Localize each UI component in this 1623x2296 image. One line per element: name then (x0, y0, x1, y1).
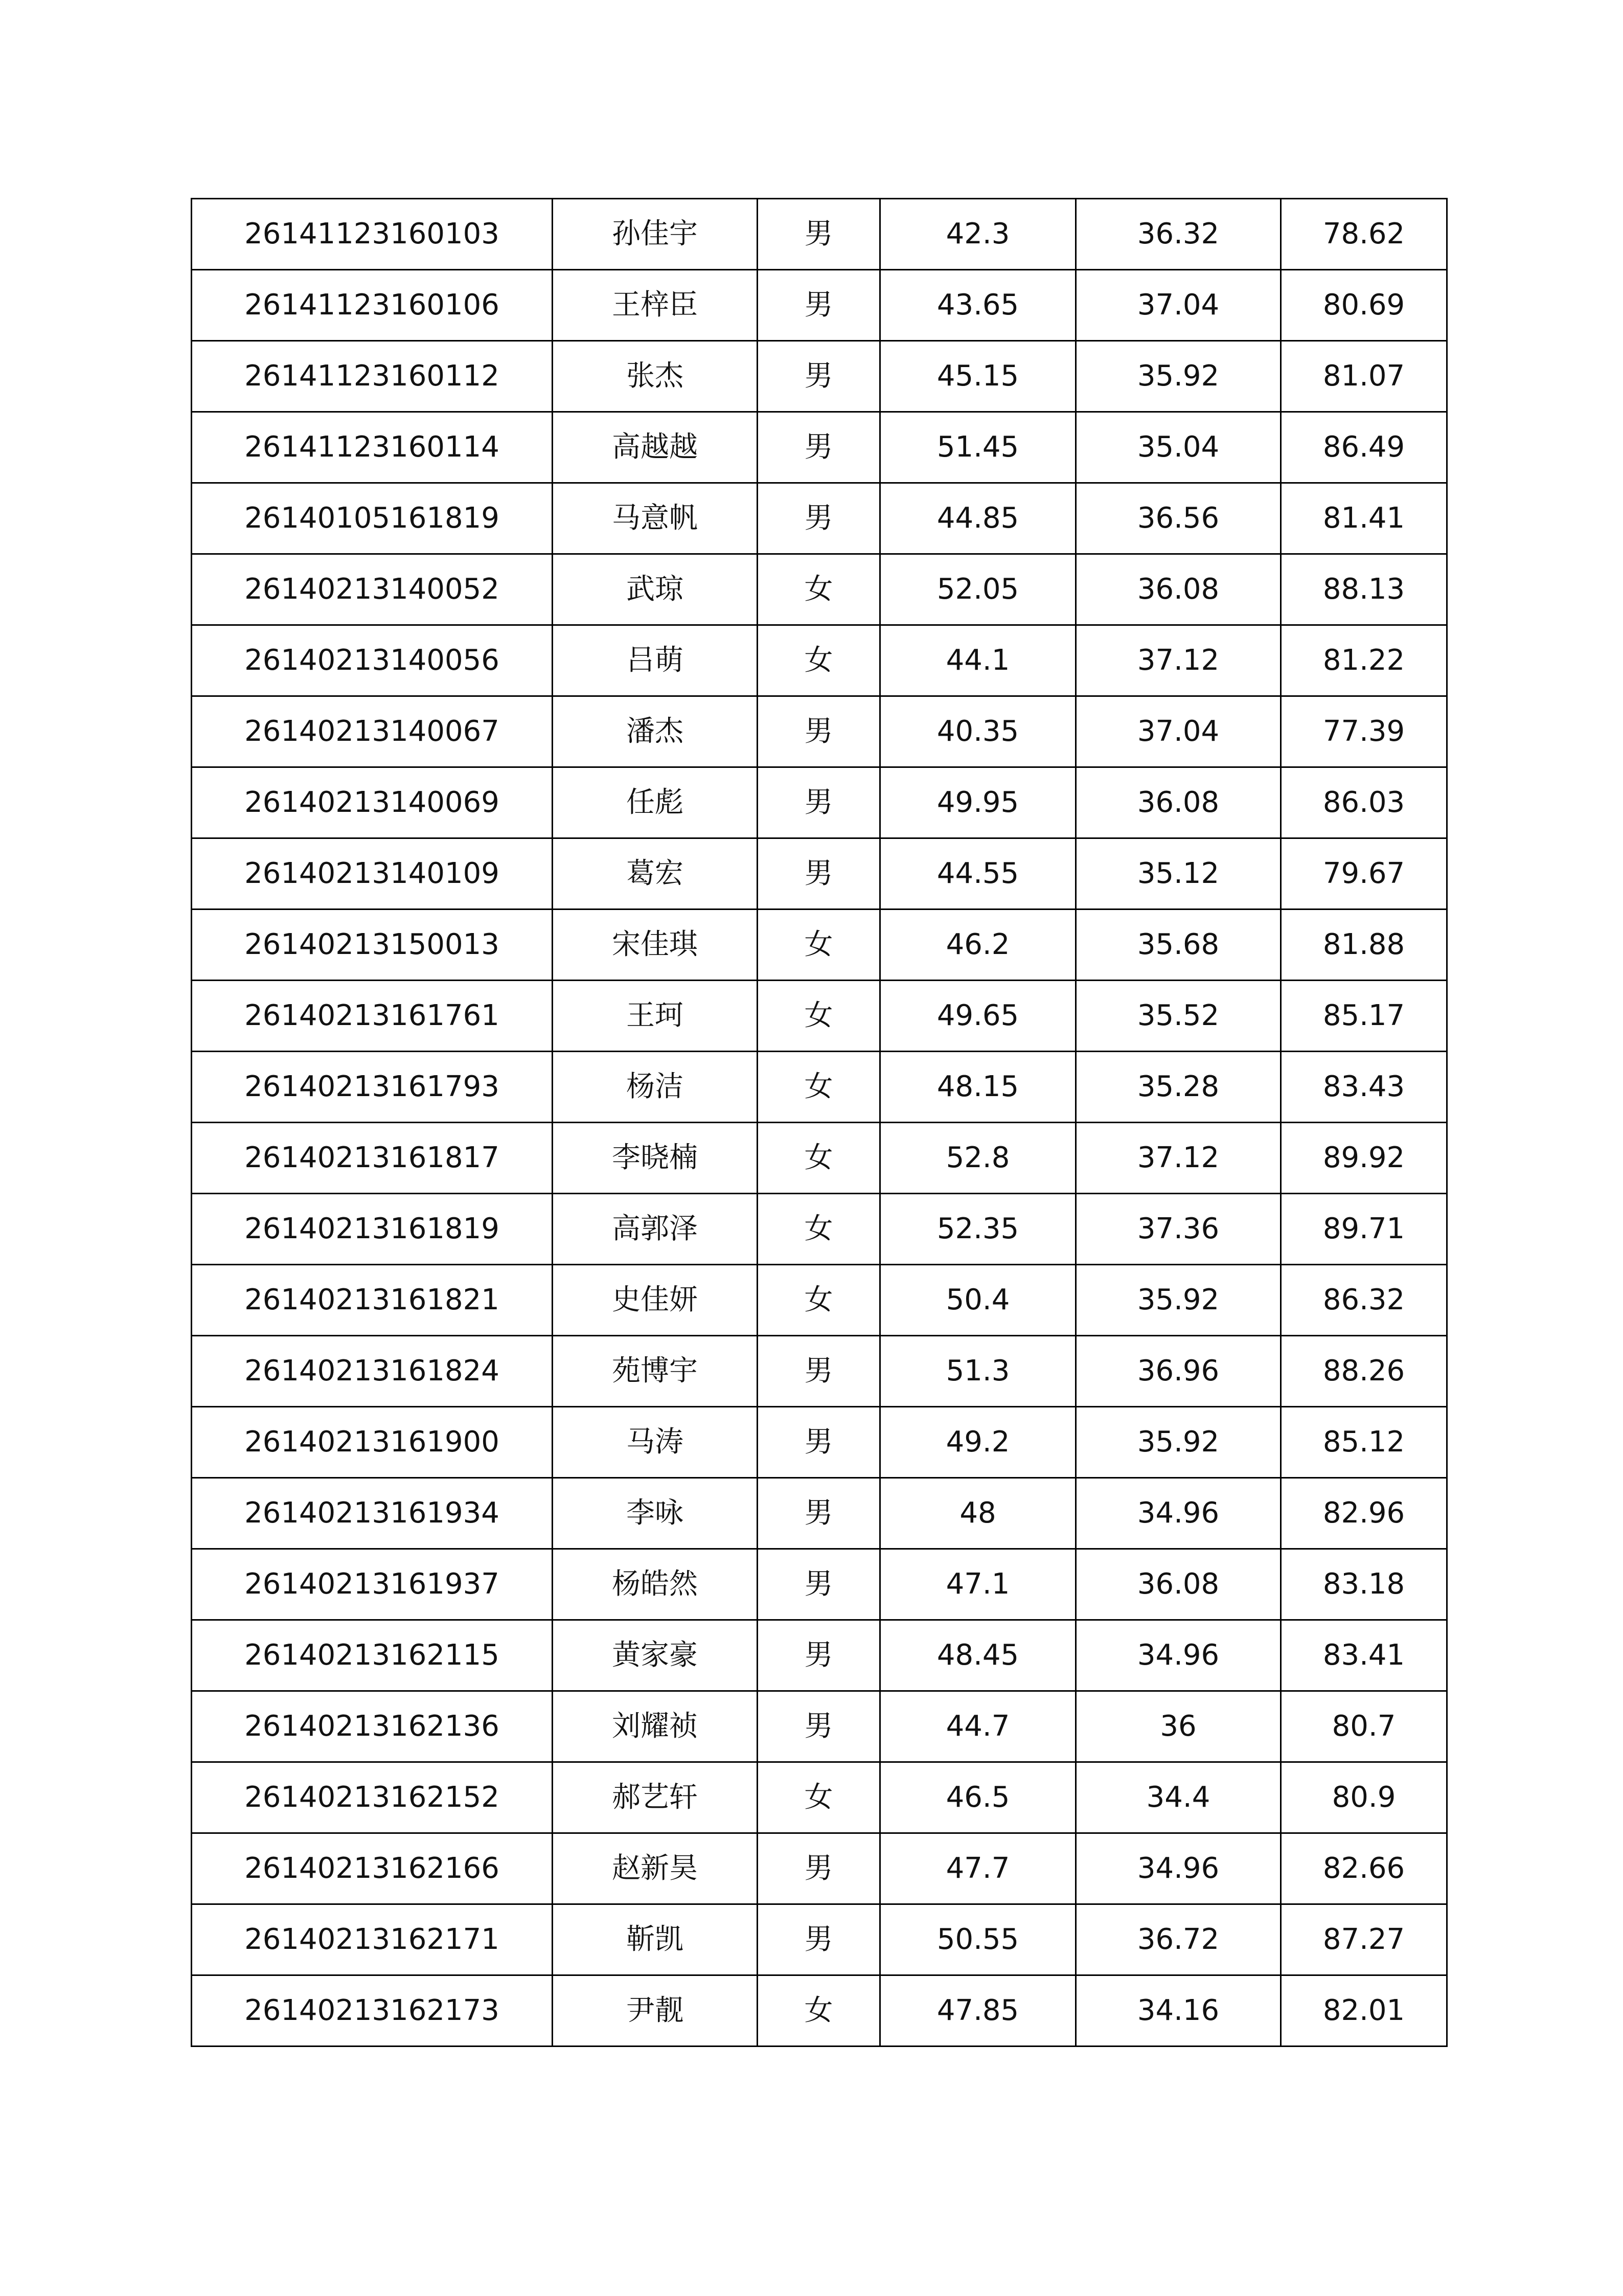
table-row (192, 1833, 1447, 1904)
name-cell: 史佳妍 (553, 1265, 758, 1336)
gender-cell: 女 (758, 1194, 880, 1265)
score2-cell: 35.92 (1076, 1407, 1281, 1478)
candidate-id-cell: 26140213162171 (192, 1904, 553, 1975)
total-cell: 85.12 (1281, 1407, 1447, 1478)
name-cell: 任彪 (553, 767, 758, 838)
name-cell: 李咏 (553, 1478, 758, 1549)
score2-cell: 34.4 (1076, 1762, 1281, 1833)
candidate-id-cell: 26141123160103 (192, 199, 553, 270)
gender-cell: 男 (758, 1904, 880, 1975)
name-cell: 高越越 (553, 412, 758, 483)
score2-cell: 35.04 (1076, 412, 1281, 483)
gender-cell: 女 (758, 1762, 880, 1833)
score2-cell: 36 (1076, 1691, 1281, 1762)
name-cell: 孙佳宇 (553, 199, 758, 270)
total-cell: 80.9 (1281, 1762, 1447, 1833)
name-cell: 武琼 (553, 554, 758, 625)
total-cell: 81.07 (1281, 341, 1447, 412)
score2-cell: 34.96 (1076, 1833, 1281, 1904)
candidate-id-cell: 26140213140052 (192, 554, 553, 625)
score2-cell: 35.52 (1076, 981, 1281, 1052)
table-row (192, 1975, 1447, 2047)
name-cell: 王梓臣 (553, 270, 758, 341)
name-cell: 郝艺轩 (553, 1762, 758, 1833)
candidate-id-cell: 26140213161934 (192, 1478, 553, 1549)
table-row (192, 1265, 1447, 1336)
gender-cell: 男 (758, 341, 880, 412)
gender-cell: 女 (758, 981, 880, 1052)
table-row (192, 1762, 1447, 1833)
candidate-id-cell: 26140213162136 (192, 1691, 553, 1762)
total-cell: 86.49 (1281, 412, 1447, 483)
candidate-id-cell: 26140213162173 (192, 1975, 553, 2047)
gender-cell: 男 (758, 1407, 880, 1478)
total-cell: 83.43 (1281, 1052, 1447, 1123)
score1-cell: 46.5 (880, 1762, 1076, 1833)
name-cell: 王珂 (553, 981, 758, 1052)
total-cell: 81.22 (1281, 625, 1447, 696)
score2-cell: 36.96 (1076, 1336, 1281, 1407)
total-cell: 78.62 (1281, 199, 1447, 270)
score2-cell: 34.16 (1076, 1975, 1281, 2047)
score1-cell: 44.55 (880, 838, 1076, 910)
total-cell: 82.01 (1281, 1975, 1447, 2047)
table-row (192, 767, 1447, 838)
table-row (192, 554, 1447, 625)
candidate-id-cell: 26141123160106 (192, 270, 553, 341)
score2-cell: 36.32 (1076, 199, 1281, 270)
score2-cell: 36.56 (1076, 483, 1281, 554)
table-row (192, 1620, 1447, 1691)
candidate-id-cell: 26140213161821 (192, 1265, 553, 1336)
gender-cell: 女 (758, 1052, 880, 1123)
table-row (192, 1407, 1447, 1478)
score1-cell: 44.85 (880, 483, 1076, 554)
table-row (192, 838, 1447, 910)
name-cell: 宋佳琪 (553, 910, 758, 981)
gender-cell: 女 (758, 910, 880, 981)
score1-cell: 50.55 (880, 1904, 1076, 1975)
score1-cell: 49.95 (880, 767, 1076, 838)
gender-cell: 男 (758, 270, 880, 341)
gender-cell: 男 (758, 1336, 880, 1407)
score2-cell: 35.92 (1076, 1265, 1281, 1336)
table-row (192, 341, 1447, 412)
score2-cell: 37.12 (1076, 625, 1281, 696)
name-cell: 高郭泽 (553, 1194, 758, 1265)
score1-cell: 50.4 (880, 1265, 1076, 1336)
candidate-id-cell: 26140213140109 (192, 838, 553, 910)
gender-cell: 男 (758, 767, 880, 838)
score2-cell: 36.08 (1076, 767, 1281, 838)
total-cell: 86.32 (1281, 1265, 1447, 1336)
score1-cell: 48.45 (880, 1620, 1076, 1691)
gender-cell: 女 (758, 1265, 880, 1336)
score2-cell: 37.04 (1076, 696, 1281, 767)
score2-cell: 37.36 (1076, 1194, 1281, 1265)
table-row (192, 1052, 1447, 1123)
name-cell: 吕萌 (553, 625, 758, 696)
total-cell: 88.26 (1281, 1336, 1447, 1407)
total-cell: 85.17 (1281, 981, 1447, 1052)
candidate-id-cell: 26140213140069 (192, 767, 553, 838)
score2-cell: 35.28 (1076, 1052, 1281, 1123)
total-cell: 79.67 (1281, 838, 1447, 910)
score2-cell: 37.12 (1076, 1123, 1281, 1194)
score1-cell: 43.65 (880, 270, 1076, 341)
name-cell: 潘杰 (553, 696, 758, 767)
score1-cell: 48 (880, 1478, 1076, 1549)
score1-cell: 44.7 (880, 1691, 1076, 1762)
candidate-id-cell: 26140213161817 (192, 1123, 553, 1194)
score2-cell: 34.96 (1076, 1478, 1281, 1549)
total-cell: 88.13 (1281, 554, 1447, 625)
name-cell: 杨皓然 (553, 1549, 758, 1620)
score1-cell: 51.3 (880, 1336, 1076, 1407)
score-table (191, 198, 1448, 2047)
table-row (192, 1336, 1447, 1407)
candidate-id-cell: 26140213150013 (192, 910, 553, 981)
candidate-id-cell: 26140213161937 (192, 1549, 553, 1620)
table-row (192, 625, 1447, 696)
score1-cell: 52.8 (880, 1123, 1076, 1194)
score2-cell: 35.12 (1076, 838, 1281, 910)
name-cell: 马意帆 (553, 483, 758, 554)
total-cell: 89.71 (1281, 1194, 1447, 1265)
total-cell: 87.27 (1281, 1904, 1447, 1975)
total-cell: 82.96 (1281, 1478, 1447, 1549)
score1-cell: 47.85 (880, 1975, 1076, 2047)
gender-cell: 男 (758, 1478, 880, 1549)
name-cell: 靳凯 (553, 1904, 758, 1975)
total-cell: 81.88 (1281, 910, 1447, 981)
gender-cell: 女 (758, 625, 880, 696)
name-cell: 苑博宇 (553, 1336, 758, 1407)
table-row (192, 270, 1447, 341)
name-cell: 葛宏 (553, 838, 758, 910)
gender-cell: 男 (758, 696, 880, 767)
score1-cell: 40.35 (880, 696, 1076, 767)
score1-cell: 45.15 (880, 341, 1076, 412)
gender-cell: 男 (758, 483, 880, 554)
score1-cell: 42.3 (880, 199, 1076, 270)
total-cell: 80.69 (1281, 270, 1447, 341)
total-cell: 89.92 (1281, 1123, 1447, 1194)
score2-cell: 37.04 (1076, 270, 1281, 341)
gender-cell: 男 (758, 1620, 880, 1691)
gender-cell: 女 (758, 1975, 880, 2047)
table-row (192, 1123, 1447, 1194)
candidate-id-cell: 26140213162152 (192, 1762, 553, 1833)
gender-cell: 男 (758, 838, 880, 910)
candidate-id-cell: 26140213161824 (192, 1336, 553, 1407)
name-cell: 赵新昊 (553, 1833, 758, 1904)
candidate-id-cell: 26140213140056 (192, 625, 553, 696)
score-table-body (192, 199, 1447, 2047)
score1-cell: 52.05 (880, 554, 1076, 625)
table-row (192, 910, 1447, 981)
score1-cell: 44.1 (880, 625, 1076, 696)
candidate-id-cell: 26140213162166 (192, 1833, 553, 1904)
total-cell: 81.41 (1281, 483, 1447, 554)
score1-cell: 51.45 (880, 412, 1076, 483)
table-row (192, 1194, 1447, 1265)
score1-cell: 47.7 (880, 1833, 1076, 1904)
score1-cell: 48.15 (880, 1052, 1076, 1123)
table-row (192, 412, 1447, 483)
candidate-id-cell: 26140213161793 (192, 1052, 553, 1123)
score1-cell: 49.65 (880, 981, 1076, 1052)
gender-cell: 男 (758, 1691, 880, 1762)
score2-cell: 34.96 (1076, 1620, 1281, 1691)
candidate-id-cell: 26140213162115 (192, 1620, 553, 1691)
total-cell: 83.41 (1281, 1620, 1447, 1691)
table-row (192, 1904, 1447, 1975)
gender-cell: 男 (758, 199, 880, 270)
gender-cell: 女 (758, 1123, 880, 1194)
candidate-id-cell: 26140213161761 (192, 981, 553, 1052)
candidate-id-cell: 26140105161819 (192, 483, 553, 554)
name-cell: 杨洁 (553, 1052, 758, 1123)
table-row (192, 1549, 1447, 1620)
candidate-id-cell: 26140213161900 (192, 1407, 553, 1478)
name-cell: 黄家豪 (553, 1620, 758, 1691)
name-cell: 张杰 (553, 341, 758, 412)
table-row (192, 696, 1447, 767)
name-cell: 马涛 (553, 1407, 758, 1478)
score2-cell: 36.08 (1076, 1549, 1281, 1620)
total-cell: 83.18 (1281, 1549, 1447, 1620)
name-cell: 尹靓 (553, 1975, 758, 2047)
candidate-id-cell: 26141123160112 (192, 341, 553, 412)
score2-cell: 36.08 (1076, 554, 1281, 625)
total-cell: 77.39 (1281, 696, 1447, 767)
score1-cell: 46.2 (880, 910, 1076, 981)
gender-cell: 男 (758, 1833, 880, 1904)
score1-cell: 49.2 (880, 1407, 1076, 1478)
candidate-id-cell: 26140213140067 (192, 696, 553, 767)
score1-cell: 52.35 (880, 1194, 1076, 1265)
score2-cell: 35.68 (1076, 910, 1281, 981)
score2-cell: 36.72 (1076, 1904, 1281, 1975)
score2-cell: 35.92 (1076, 341, 1281, 412)
gender-cell: 男 (758, 1549, 880, 1620)
total-cell: 82.66 (1281, 1833, 1447, 1904)
score1-cell: 47.1 (880, 1549, 1076, 1620)
table-row (192, 981, 1447, 1052)
name-cell: 李晓楠 (553, 1123, 758, 1194)
gender-cell: 男 (758, 412, 880, 483)
table-row (192, 483, 1447, 554)
table-row (192, 199, 1447, 270)
table-row (192, 1478, 1447, 1549)
candidate-id-cell: 26141123160114 (192, 412, 553, 483)
table-row (192, 1691, 1447, 1762)
gender-cell: 女 (758, 554, 880, 625)
total-cell: 86.03 (1281, 767, 1447, 838)
total-cell: 80.7 (1281, 1691, 1447, 1762)
name-cell: 刘耀祯 (553, 1691, 758, 1762)
candidate-id-cell: 26140213161819 (192, 1194, 553, 1265)
